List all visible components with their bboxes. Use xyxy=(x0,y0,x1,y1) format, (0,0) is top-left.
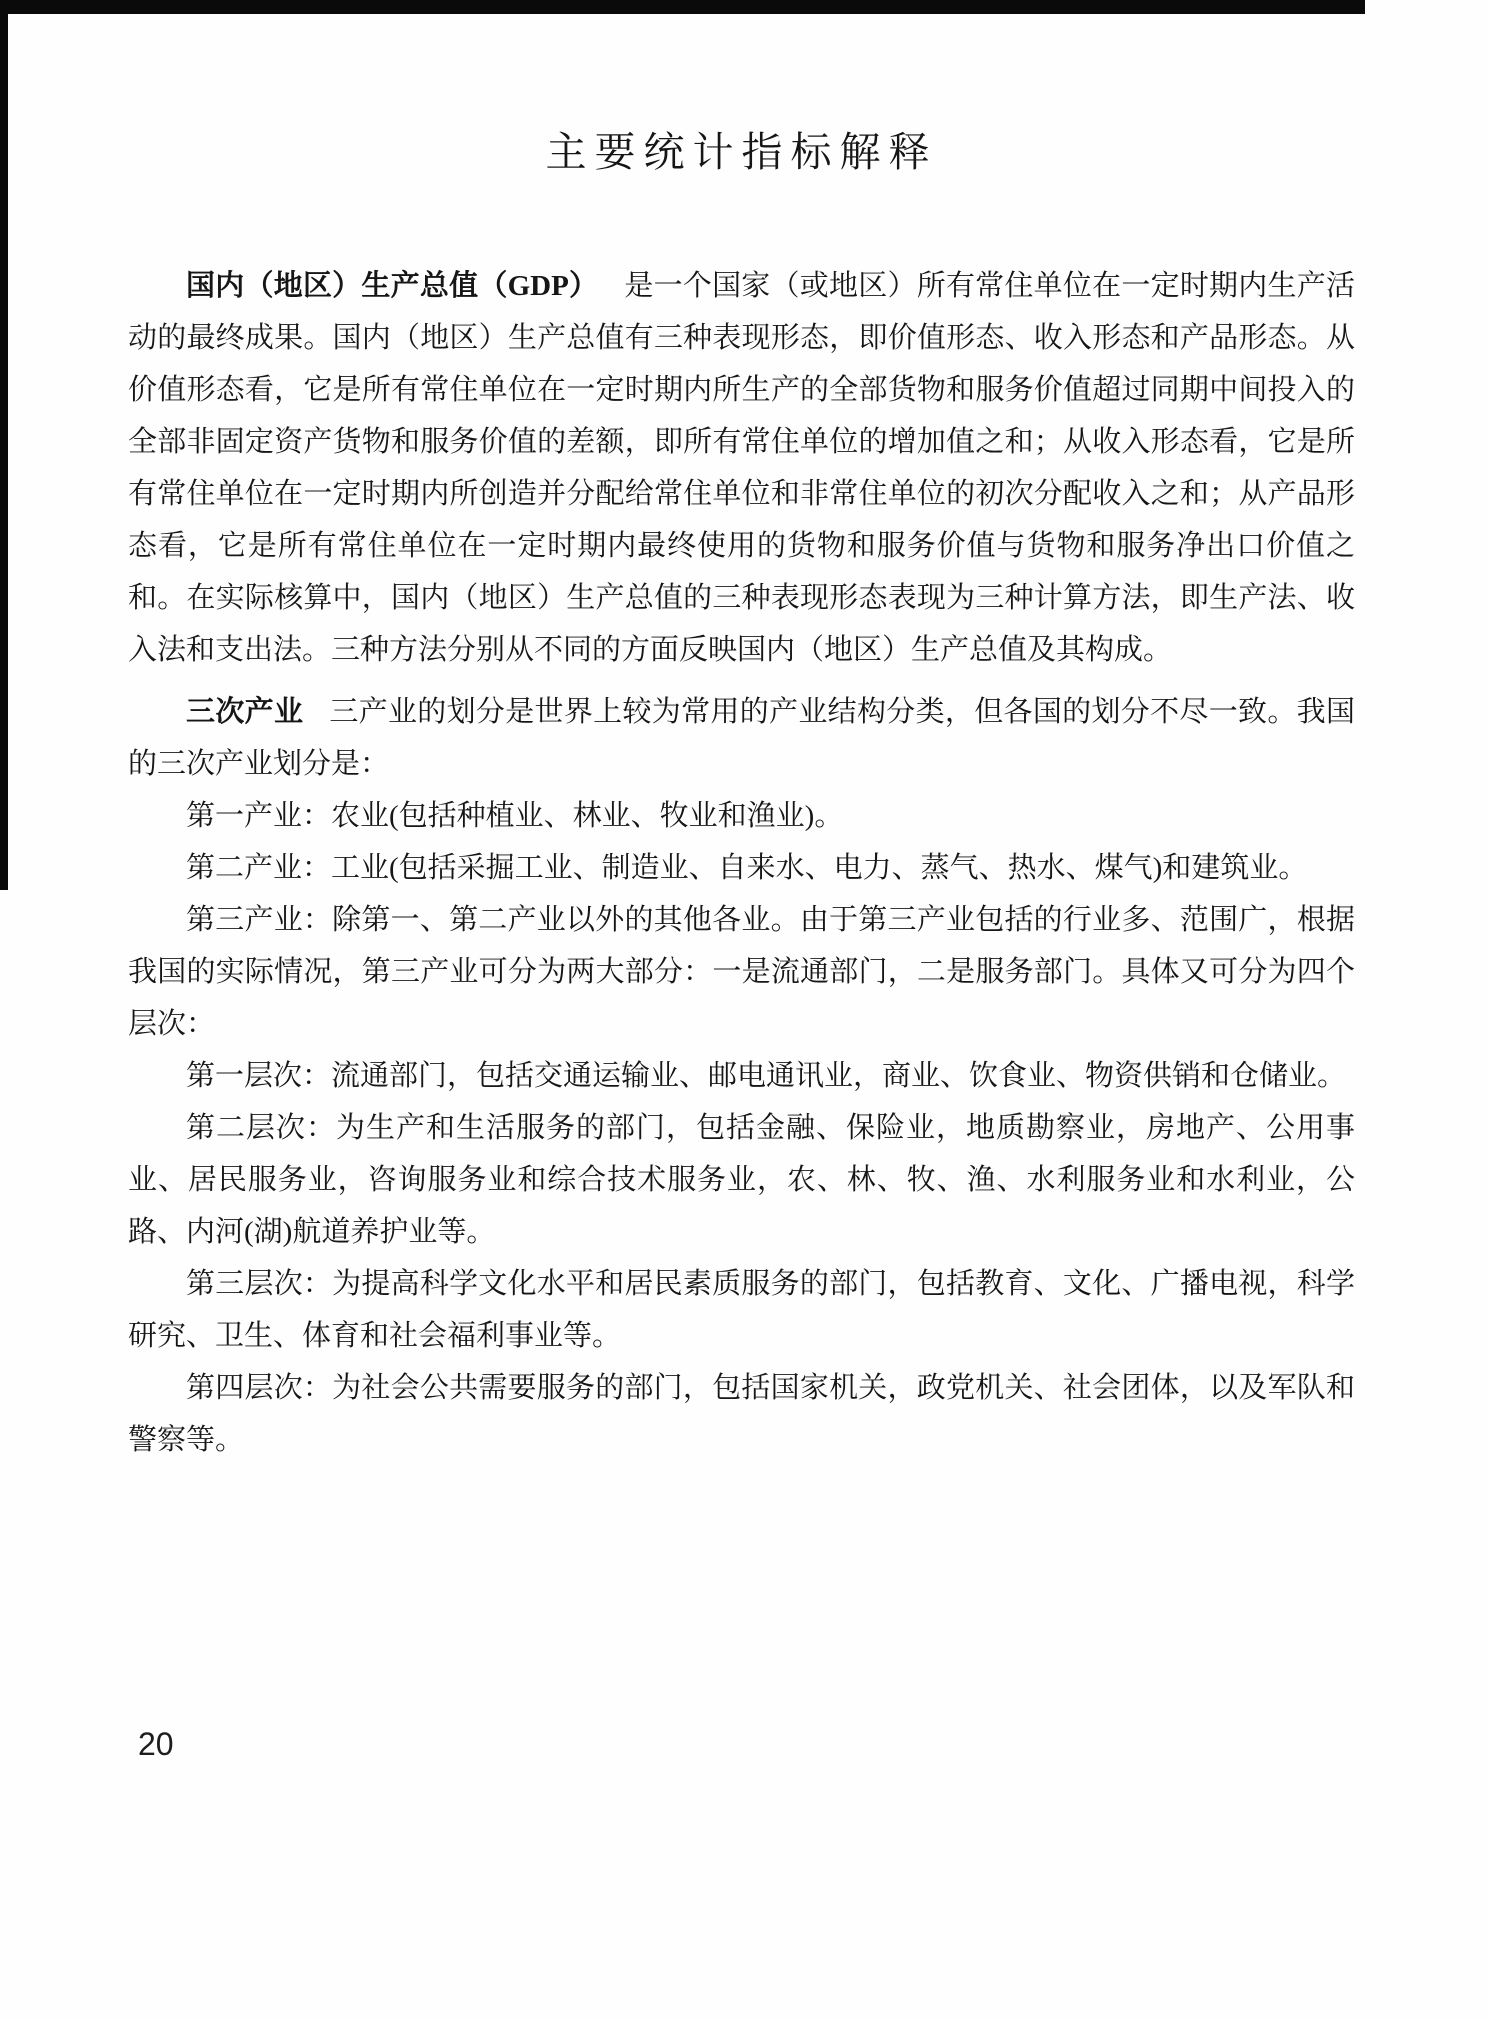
page-title: 主要统计指标解释 xyxy=(545,129,938,176)
paragraph-text: 第一层次：流通部门，包括交通运输业、邮电通讯业，商业、饮食业、物资供销和仓储业。 xyxy=(186,1060,1347,1092)
scan-artifact-left-bar xyxy=(0,0,8,890)
page-number: 20 xyxy=(138,1726,174,1762)
paragraph-secondary-industry xyxy=(128,842,1355,894)
paragraph-tier-two xyxy=(128,1102,1355,1258)
paragraph-text: 第二层次：为生产和生活服务的部门，包括金融、保险业，地质勘察业，房地产、公用事业、居民服务业，咨询服务业和综合技术服务业，农、林、牧、渔、水利服务业和水利业，公路、内河(湖)航道养护业等。 xyxy=(128,1112,1355,1248)
paragraph-text: 是一个国家（或地区）所有常住单位在一定时期内生产活动的最终成果。国内（地区）生产总值有三种表现形态，即价值形态、收入形态和产品形态。从价值形态看，它是所有常住单位在一定时期内所生产的全部货物和服务价值超过同期中间投入的全部非固定资产货物和服务价值的差额，即所有常住单位的增加值之和；从收入形态看，它是所有常住单位在一定时期内所创造并分配给常住单位和非常住单位的初次分配收入之和；从产品形态看，它是所有常住单位在一定时期内最终使用的货物和服务价值与货物和服务净出口价值之和。在实际核算中，国内（地区）生产总值的三种表现形态表现为三种计算方法，即生产法、收入法和支出法。三种方法分别从不同的方面反映国内（地区）生产总值及其构成。 xyxy=(128,270,1355,666)
term-gdp: 国内（地区）生产总值（GDP） xyxy=(186,270,599,302)
paragraph-tier-three xyxy=(128,1258,1355,1362)
paragraph-text: 第四层次：为社会公共需要服务的部门，包括国家机关，政党机关、社会团体，以及军队和警察等。 xyxy=(128,1372,1355,1456)
paragraph-text: 第三层次：为提高科学文化水平和居民素质服务的部门，包括教育、文化、广播电视，科学研究、卫生、体育和社会福利事业等。 xyxy=(128,1268,1355,1352)
paragraph-text: 第一产业：农业(包括种植业、林业、牧业和渔业)。 xyxy=(186,800,844,832)
paragraph-three-industries xyxy=(128,686,1355,790)
scan-artifact-top-bar xyxy=(0,0,1365,14)
paragraph-tier-one xyxy=(128,1050,1355,1102)
term-three-industries: 三次产业 xyxy=(186,696,304,728)
paragraph-text: 三产业的划分是世界上较为常用的产业结构分类，但各国的划分不尽一致。我国的三次产业划分是： xyxy=(128,696,1355,780)
paragraph-tier-four xyxy=(128,1362,1355,1466)
paragraph-text: 第三产业：除第一、第二产业以外的其他各业。由于第三产业包括的行业多、范围广，根据我国的实际情况，第三产业可分为两大部分：一是流通部门，二是服务部门。具体又可分为四个层次： xyxy=(128,904,1355,1040)
paragraph-gdp-definition xyxy=(128,260,1355,676)
document-body xyxy=(128,260,1355,1466)
paragraph-primary-industry xyxy=(128,790,1355,842)
paragraph-text: 第二产业：工业(包括采掘工业、制造业、自来水、电力、蒸气、热水、煤气)和建筑业。 xyxy=(186,852,1308,884)
paragraph-tertiary-industry xyxy=(128,894,1355,1050)
